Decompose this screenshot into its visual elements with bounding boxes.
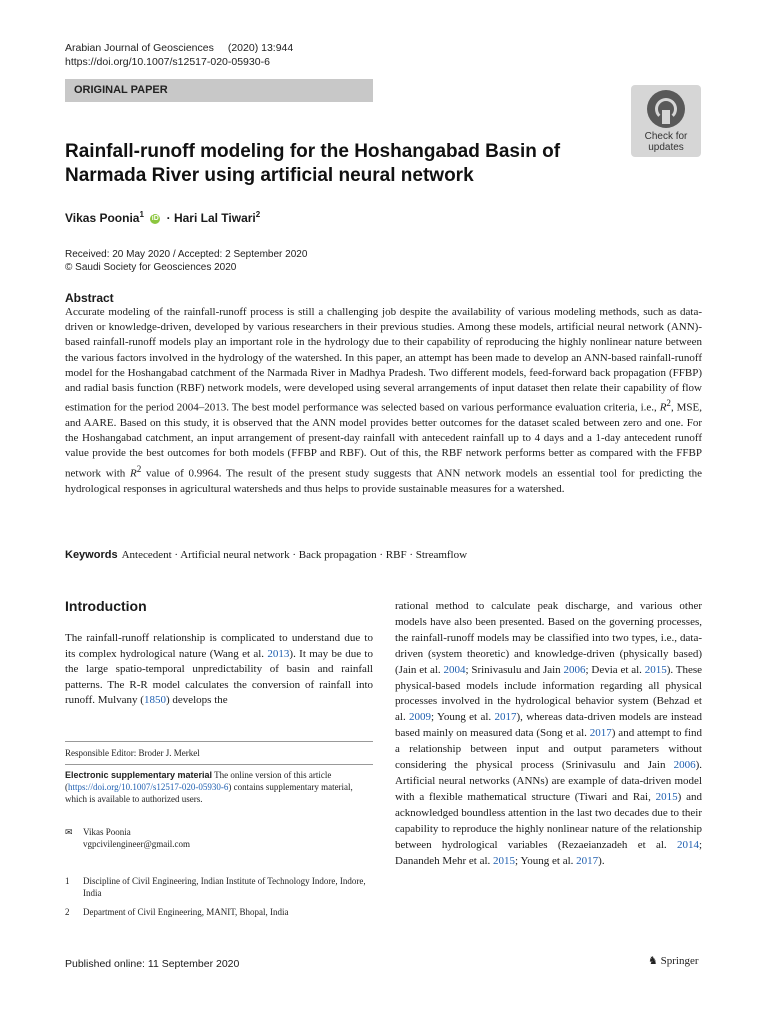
journal-header bbox=[65, 41, 293, 69]
citation-link[interactable]: 2015 bbox=[655, 790, 678, 803]
publisher-logo bbox=[648, 954, 699, 967]
affiliation-2-number: 2 bbox=[65, 907, 70, 917]
corresponding-author bbox=[65, 826, 373, 850]
intro-text: ). Artificial neural networks (ANNs) are example of data-driven model with a flexible mathematical structure (Tiwari and Rai, bbox=[395, 759, 702, 803]
bookmark-icon bbox=[647, 90, 685, 128]
publisher-name: Springer bbox=[660, 955, 699, 967]
intro-text: ; Danandeh Mehr et al. bbox=[395, 838, 702, 867]
affiliation-2 bbox=[65, 906, 373, 918]
article-type-banner: ORIGINAL PAPER bbox=[65, 79, 373, 102]
responsible-editor: Responsible Editor: Broder J. Merkel bbox=[65, 748, 200, 758]
author-1-affil: 1 bbox=[139, 210, 144, 219]
esm-link[interactable]: https://doi.org/10.1007/s12517-020-05930-6 bbox=[68, 782, 229, 792]
introduction-heading: Introduction bbox=[65, 598, 147, 614]
affiliation-1-text: Discipline of Civil Engineering, Indian Institute of Technology Indore, Indore, India bbox=[83, 876, 366, 898]
intro-text: ; Young et al. bbox=[515, 854, 574, 867]
author-2-affil: 2 bbox=[255, 210, 261, 219]
copyright: © Saudi Society for Geosciences 2020 bbox=[65, 262, 237, 273]
intro-text: ) and acknowledged boundless attention in the last two decades due to their capability to reproduce the highly nonlinear nature of the relationship between hydrological variables (Rezaeianzadeh et al. bbox=[395, 790, 702, 851]
keywords bbox=[65, 548, 467, 562]
abstract-body bbox=[65, 305, 702, 497]
esm-label: Electronic supplementary material bbox=[65, 770, 213, 780]
r-squared-symbol-2: R bbox=[130, 467, 137, 480]
abstract-heading: Abstract bbox=[65, 291, 114, 305]
citation-link[interactable]: 2015 bbox=[644, 663, 667, 676]
citation-link[interactable]: 2017 bbox=[576, 854, 599, 867]
check-for-updates-badge[interactable] bbox=[631, 85, 701, 157]
intro-text: ) and attempt to find a relationship between input and output parameters without considering the physical process (Srinivasulu and Jain bbox=[395, 727, 703, 772]
journal-volume: (2020) 13:944 bbox=[227, 42, 294, 54]
author-2[interactable]: Hari Lal Tiwari bbox=[173, 211, 256, 225]
affiliation-1-number: 1 bbox=[65, 876, 70, 886]
footnote-divider-2 bbox=[65, 764, 373, 765]
affiliation-2-text: Department of Civil Engineering, MANIT, Bhopal, India bbox=[83, 907, 289, 917]
envelope-icon: ✉ bbox=[65, 827, 73, 837]
esm-text: The online version of this article ( bbox=[65, 770, 332, 792]
intro-text: rational method to calculate peak discharge, and various other models have also been presented. Based on the governing processes, the rainfall-runoff models may be classified into two types, i.e., data-driven (system theoretic) and knowledge-driven (physically based) (Jain et al. bbox=[395, 600, 702, 676]
abstract-text-2: , MSE, and AARE. Based on this study, it is observed that the ANN model provides better outcomes for the dataset scaled between zero and one. For the Hoshangabad catchment, an input arrangement of present-day rainfall with antecedent rainfall up to 4 days and a 1-day antecedent runoff value provide the best outcomes for both models (FFBP and RBF). Out of this, the RBF network performs better as compared with the FFBP network with bbox=[65, 401, 703, 480]
doi-link[interactable]: https://doi.org/10.1007/s12517-020-05930-6 bbox=[65, 56, 270, 68]
journal-name: Arabian Journal of Geosciences bbox=[65, 42, 214, 54]
intro-text: ; Srinivasulu and Jain bbox=[465, 663, 561, 676]
citation-link[interactable]: 2015 bbox=[493, 854, 516, 867]
citation-link[interactable]: 2004 bbox=[443, 663, 466, 676]
abstract-text-1: Accurate modeling of the rainfall-runoff process is still a challenging job despite the availability of various modeling methods, such as data-driven or knowledge-driven, developed by various researchers in their previous studies. Among these models, artificial neural network (ANN)-based rainfall-runoff models play an important role in the hydrology due to their capability of reproducing the highly nonlinear nature between the various factors involved in the hydrology of the watershed. In this paper, an attempt has been made to develop an ANN-based rainfall-runoff model for the Hoshangabad catchment of the Narmada River in Madhya Pradesh. Two different models, feed-forward back propagation (FFBP) and radial basis function (RBF) network models, were developed using several arrangements of input dataset then relate their capability of flow estimation for the period 2004–2013. The best model performance was selected based on various performance evaluation criteria, i.e., bbox=[65, 306, 702, 414]
article-dates bbox=[65, 248, 307, 274]
citation-link[interactable]: 2017 bbox=[589, 727, 612, 740]
published-date: Published online: 11 September 2020 bbox=[65, 958, 240, 970]
r-squared-exponent: 2 bbox=[666, 398, 671, 409]
r-squared-exponent-2: 2 bbox=[136, 463, 142, 474]
intro-column-1 bbox=[65, 631, 373, 709]
footnote-divider bbox=[65, 741, 373, 742]
keywords-label: Keywords bbox=[65, 549, 118, 561]
supplementary-note bbox=[65, 769, 373, 805]
intro-text: The rainfall-runoff relationship is complicated to understand due to its complex hydrological nature (Wang et al. bbox=[65, 632, 373, 660]
intro-text: ; Devia et al. bbox=[585, 663, 642, 676]
keywords-list: Antecedent · Artificial neural network · Back propagation · RBF · Streamflow bbox=[121, 549, 468, 561]
affiliation-1 bbox=[65, 875, 373, 899]
intro-text: ). It may be due to the large spatio-temporal unpredictability of basin and rainfall patterns. The R-R model calculates the conversion of rainfall into runoff. Mulvany ( bbox=[65, 647, 373, 706]
citation-link[interactable]: 2009 bbox=[409, 711, 432, 724]
esm-text: ) contains supplementary material, which is available to authorized users. bbox=[65, 782, 353, 804]
received-accepted: Received: 20 May 2020 / Accepted: 2 September 2020 bbox=[65, 249, 308, 260]
citation-link[interactable]: 2017 bbox=[494, 711, 517, 724]
citation-link[interactable]: 2006 bbox=[563, 663, 586, 676]
contact-name: Vikas Poonia bbox=[83, 827, 131, 837]
citation-link[interactable]: 2014 bbox=[676, 838, 699, 851]
badge-line-1: Check for bbox=[644, 131, 688, 142]
intro-text: ). These physical-based models include information regarding all physical processes involved in the hydrological behavior system (Behzad et al. bbox=[395, 663, 703, 724]
intro-text: ). bbox=[598, 854, 605, 867]
orcid-icon[interactable]: iD bbox=[151, 214, 159, 222]
author-list: Vikas Poonia$^1$ iD · Hari Lal Tiwari$^2$ bbox=[65, 210, 261, 225]
springer-horse-icon: ♞ bbox=[648, 955, 658, 967]
intro-text: ), whereas data-driven models are instead based mainly on measured data (Song et al. bbox=[395, 711, 702, 740]
paper-title: Rainfall-runoff modeling for the Hoshangabad Basin of Narmada River using artificial neural network bbox=[65, 141, 561, 186]
citation-link[interactable]: 2006 bbox=[673, 759, 696, 772]
contact-email[interactable]: vgpcivilengineer@gmail.com bbox=[83, 839, 191, 849]
intro-text: ; Young et al. bbox=[431, 711, 492, 724]
r-squared-symbol: R bbox=[659, 401, 667, 414]
intro-text: ) develops the bbox=[165, 694, 228, 706]
author-1[interactable]: Vikas Poonia bbox=[65, 211, 140, 225]
intro-column-2 bbox=[395, 599, 702, 869]
citation-link[interactable]: 2013 bbox=[267, 647, 290, 660]
citation-link[interactable]: 1850 bbox=[143, 694, 166, 706]
badge-line-2: updates bbox=[648, 142, 684, 153]
abstract-text-3: value of 0.9964. The result of the present study suggests that ANN network models an essential tool for predicting the hydrological responses in agricultural watersheds and thus helps to provide sustainable measures for a watershed. bbox=[65, 467, 703, 495]
